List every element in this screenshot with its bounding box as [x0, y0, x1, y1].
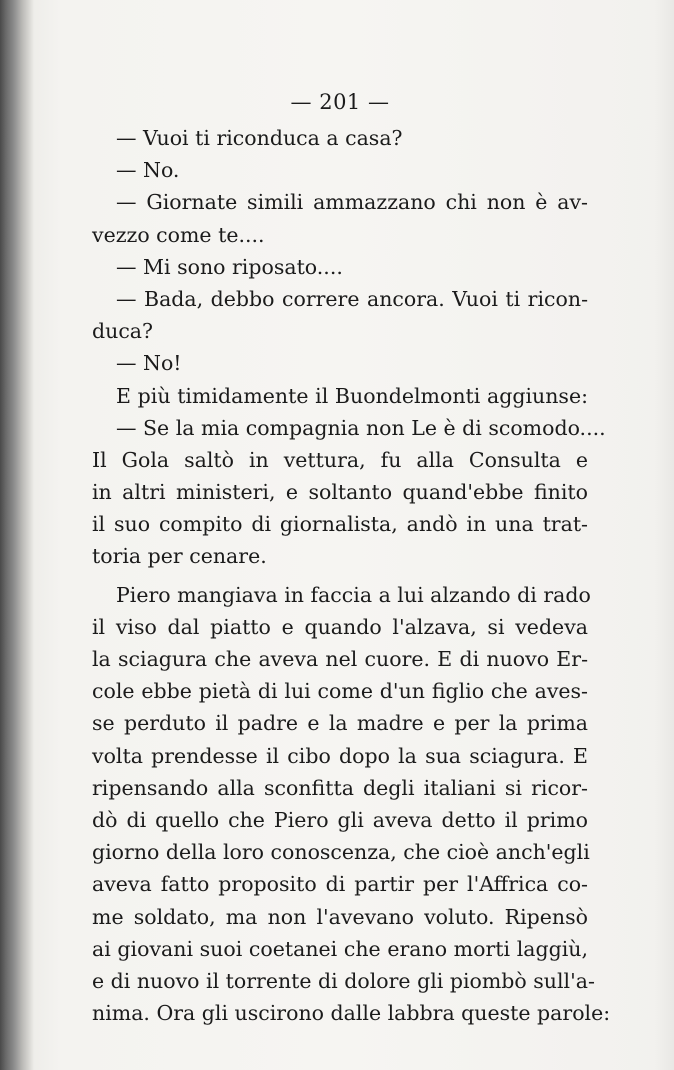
text-line: — No.: [116, 158, 180, 183]
text-line: nima. Ora gli uscirono dalle labbra queste parole:: [92, 1001, 611, 1026]
text-line: — Mi sono riposato....: [116, 254, 343, 279]
text-line: e di nuovo il torrente di dolore gli piombò sull'a-: [92, 968, 595, 993]
text-line: Il Gola saltò in vettura, fu alla Consulta e: [92, 447, 588, 472]
text-line: volta prendesse il cibo dopo la sua sciagura. E: [92, 743, 588, 768]
text-line: Piero mangiava in faccia a lui alzando di rado: [116, 582, 591, 607]
text-line: cole ebbe pietà di lui come d'un figlio che aves-: [92, 679, 588, 704]
page-number: — 201 —: [290, 90, 390, 114]
text-line: ai giovani suoi coetanei che erano morti laggiù,: [92, 936, 588, 961]
text-line: il viso dal piatto e quando l'alzava, si vedeva: [92, 614, 588, 639]
page-text: [92, 84, 611, 1029]
text-line: giorno della loro conoscenza, che cioè anch'egli: [92, 840, 590, 865]
text-line: — Se la mia compagnia non Le è di scomodo....: [116, 415, 606, 440]
text-line: E più timidamente il Buondelmonti aggiunse:: [116, 383, 588, 408]
text-line: — Vuoi ti riconduca a casa?: [116, 126, 403, 150]
text-line: ripensando alla sconfitta degli italiani si ricor-: [92, 775, 588, 800]
text-line: aveva fatto proposito di partir per l'Affrica co-: [92, 872, 588, 897]
text-line: la sciagura che aveva nel cuore. E di nuovo Er-: [92, 647, 588, 671]
text-line: se perduto il padre e la madre e per la prima: [92, 711, 588, 736]
text-line: — Giornate simili ammazzano chi non è av-: [116, 190, 588, 215]
text-line: — No!: [116, 351, 182, 376]
book-binding-edge: [0, 0, 34, 1070]
text-line: vezzo come te....: [92, 222, 265, 247]
text-line: duca?: [92, 319, 154, 344]
text-line: il suo compito di giornalista, andò in una trat-: [92, 512, 588, 537]
text-line: dò di quello che Piero gli aveva detto il primo: [92, 807, 588, 832]
text-line: me soldato, ma non l'avevano voluto. Ripensò: [92, 904, 588, 929]
text-line: in altri ministeri, e soltanto quand'ebbe finito: [92, 480, 588, 505]
text-line: — Bada, debbo correre ancora. Vuoi ti ricon-: [116, 286, 588, 311]
text-line: toria per cenare.: [92, 544, 267, 569]
page-edge-shadow: [654, 0, 674, 1070]
